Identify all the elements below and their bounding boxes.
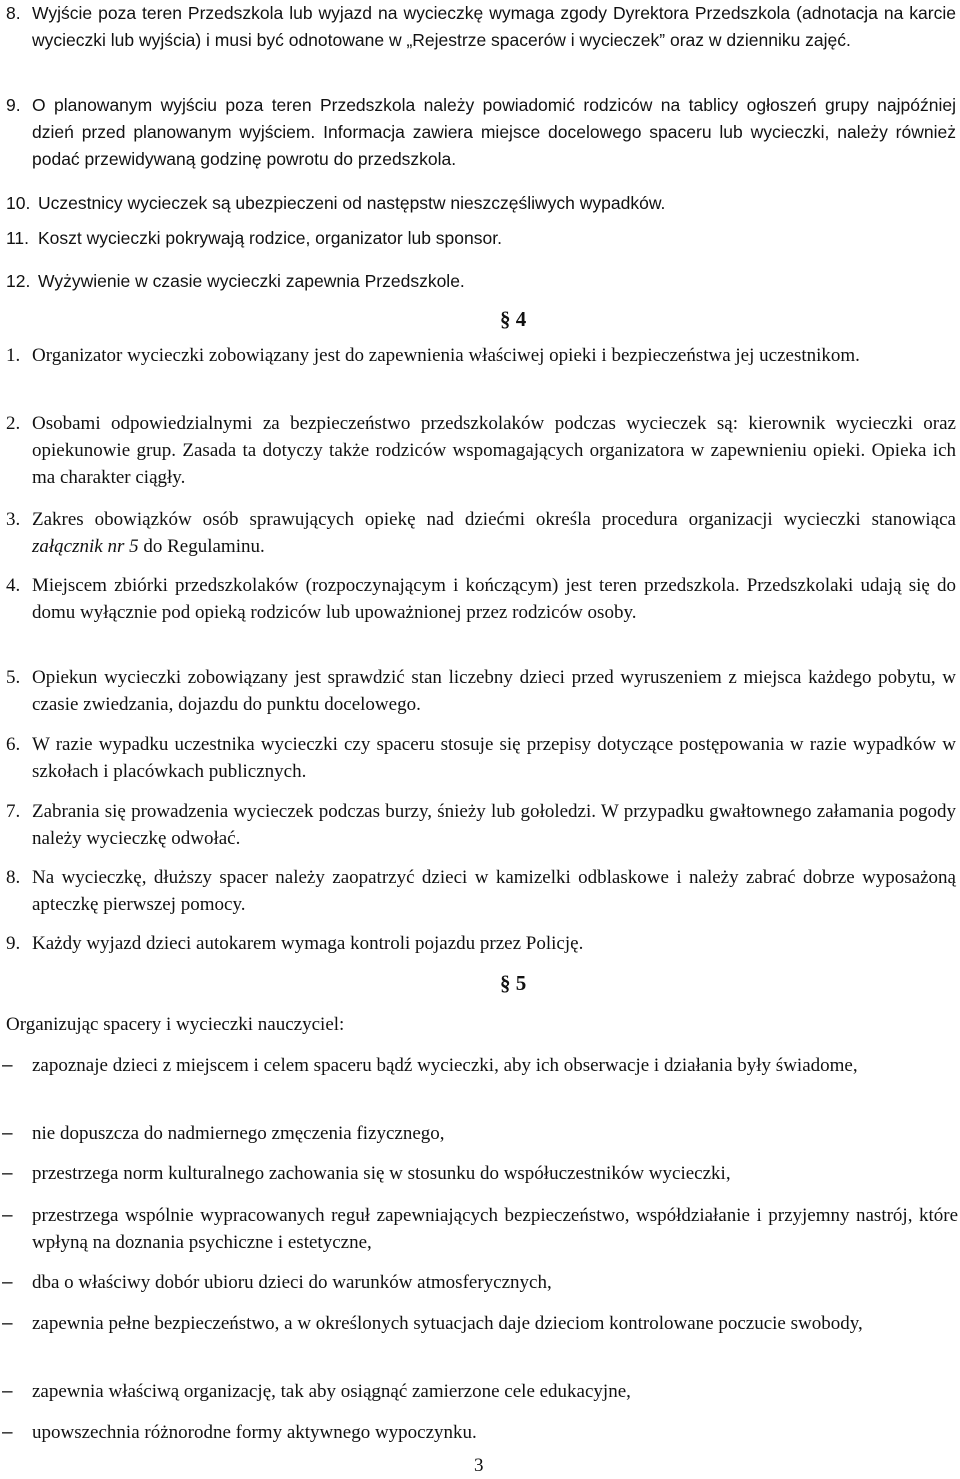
item-number: 10.: [6, 193, 31, 213]
item-text: Opiekun wycieczki zobowiązany jest sprawdzić stan liczebny dzieci przed wyruszeniem z miejsca każdego pobytu, w czasie zwiedzania, dojazdu do punktu docelowego.: [32, 667, 956, 715]
list-item: [0, 1052, 958, 1079]
item-number: 7.: [6, 801, 21, 822]
item-number: 6.: [6, 734, 21, 755]
item-text: zapewnia pełne bezpieczeństwo, a w określonych sytuacjach daje dzieciom kontrolowane poczucie swobody,: [32, 1313, 863, 1334]
list-item: [6, 572, 956, 626]
list-item: [0, 1160, 958, 1187]
item-number: 1.: [6, 345, 21, 366]
list-item: [6, 506, 956, 560]
section-marker: § 5: [500, 971, 527, 995]
item-text: Wyżywienie w czasie wycieczki zapewnia Przedszkole.: [38, 271, 465, 291]
item-number: 3.: [6, 509, 21, 530]
attachment-reference: załącznik nr 5: [32, 536, 139, 557]
item-text: Osobami odpowiedzialnymi za bezpieczeństwo przedszkolaków podczas wycieczek są: kierownik wycieczki oraz opiekunowie grup. Zasada ta dotyczy także rodziców wspomagających organizatora w zapewnieniu opieki. Opieka ich ma charakter ciągły.: [32, 413, 956, 488]
dash-bullet: –: [2, 1163, 13, 1184]
item-text-part: Zakres obowiązków osób sprawujących opiekę nad dziećmi określa procedura organizacji wycieczki stanowiąca: [32, 509, 956, 530]
section-marker: § 4: [500, 307, 527, 331]
section-intro: Organizując spacery i wycieczki nauczyciel:: [6, 1014, 345, 1035]
item-text: przestrzega wspólnie wypracowanych reguł zapewniających bezpieczeństwo, współdziałanie i przyjemny nastrój, które wpłyną na doznania psychiczne i estetyczne,: [32, 1205, 958, 1253]
item-text: dba o właściwy dobór ubioru dzieci do warunków atmosferycznych,: [32, 1272, 552, 1293]
item-text: Uczestnicy wycieczek są ubezpieczeni od następstw nieszczęśliwych wypadków.: [38, 193, 666, 213]
list-item: [0, 1120, 958, 1147]
list-item: [0, 1269, 958, 1296]
dash-bullet: –: [2, 1055, 13, 1076]
dash-bullet: –: [2, 1381, 13, 1402]
list-item: [6, 410, 956, 491]
page-number: 3: [474, 1455, 484, 1476]
item-text: przestrzega norm kulturalnego zachowania się w stosunku do współuczestników wycieczki,: [32, 1163, 731, 1184]
item-text: Każdy wyjazd dzieci autokarem wymaga kontroli pojazdu przez Policję.: [32, 933, 584, 954]
dash-bullet: –: [2, 1123, 13, 1144]
item-text: Miejscem zbiórki przedszkolaków (rozpoczynającym i kończącym) jest teren przedszkola. Przedszkolaki udają się do domu wyłącznie pod opieką rodziców lub upoważnionej przez rodziców osoby.: [32, 575, 956, 623]
item-text: Zabrania się prowadzenia wycieczek podczas burzy, śnieży lub gołoledzi. W przypadku gwałtownego załamania pogody należy wycieczkę odwołać.: [32, 801, 956, 849]
list-item: [6, 190, 956, 217]
item-text-part: do Regulaminu.: [138, 536, 265, 557]
item-number: 9.: [6, 95, 21, 115]
item-text: Koszt wycieczki pokrywają rodzice, organizator lub sponsor.: [38, 228, 502, 248]
item-text: zapewnia właściwą organizację, tak aby osiągnąć zamierzone cele edukacyjne,: [32, 1381, 631, 1402]
item-number: 5.: [6, 667, 21, 688]
dash-bullet: –: [2, 1422, 13, 1443]
dash-bullet: –: [2, 1205, 13, 1226]
list-item: [6, 864, 956, 918]
list-item: [0, 1202, 958, 1256]
list-item: [0, 1378, 958, 1405]
dash-bullet: –: [2, 1313, 13, 1334]
list-item: [6, 731, 956, 785]
item-number: 9.: [6, 933, 21, 954]
item-number: 8.: [6, 867, 21, 888]
item-text: [32, 92, 956, 173]
item-number: 4.: [6, 575, 21, 596]
item-text: upowszechnia różnorodne formy aktywnego wypoczynku.: [32, 1422, 477, 1443]
item-text: Wyjście poza teren Przedszkola lub wyjazd na wycieczkę wymaga zgody Dyrektora Przedszkola (adnotacja na karcie wycieczki lub wyjścia) i musi być odnotowane w „Rejestrze spacerów i wycieczek” oraz w dzienniku zajęć.: [32, 3, 956, 50]
item-text: zapoznaje dzieci z miejscem i celem spaceru bądź wycieczki, aby ich obserwacje i działania były świadome,: [32, 1055, 858, 1076]
list-item: [0, 1310, 958, 1337]
list-item: [6, 268, 956, 295]
list-item: [6, 798, 956, 852]
item-text: [32, 506, 956, 560]
list-item: [6, 664, 956, 718]
item-number: 11.: [6, 228, 30, 248]
dash-bullet: –: [2, 1272, 13, 1293]
item-number: 12.: [6, 271, 31, 291]
item-text: nie dopuszcza do nadmiernego zmęczenia fizycznego,: [32, 1123, 445, 1144]
list-item: [6, 930, 956, 957]
list-item: [6, 0, 956, 54]
item-text-part: O planowanym wyjściu poza teren Przedszkola należy powiadomić rodziców na tablicy ogłoszeń grupy najpóźniej dzień przed planowanym wyjściem.: [32, 95, 956, 142]
item-text: W razie wypadku uczestnika wycieczki czy spaceru stosuje się przepisy dotyczące postępowania w razie wypadków w szkołach i placówkach publicznych.: [32, 734, 956, 782]
item-number: 2.: [6, 413, 21, 434]
list-item: [0, 1419, 958, 1446]
item-text-part: Informacja zawiera miejsce docelowego spaceru lub wycieczki, należy również podać przewidywaną godzinę powrotu do przedszkola.: [32, 122, 956, 169]
item-text: Na wycieczkę, dłuższy spacer należy zaopatrzyć dzieci w kamizelki odblaskowe i należy zabrać dobrze wyposażoną apteczkę pierwszej pomocy.: [32, 867, 956, 915]
item-text: Organizator wycieczki zobowiązany jest do zapewnienia właściwej opieki i bezpieczeństwa jej uczestnikom.: [32, 345, 860, 366]
list-item: [6, 342, 956, 369]
list-item: [6, 225, 956, 252]
list-item: [6, 92, 956, 173]
item-number: 8.: [6, 3, 21, 23]
